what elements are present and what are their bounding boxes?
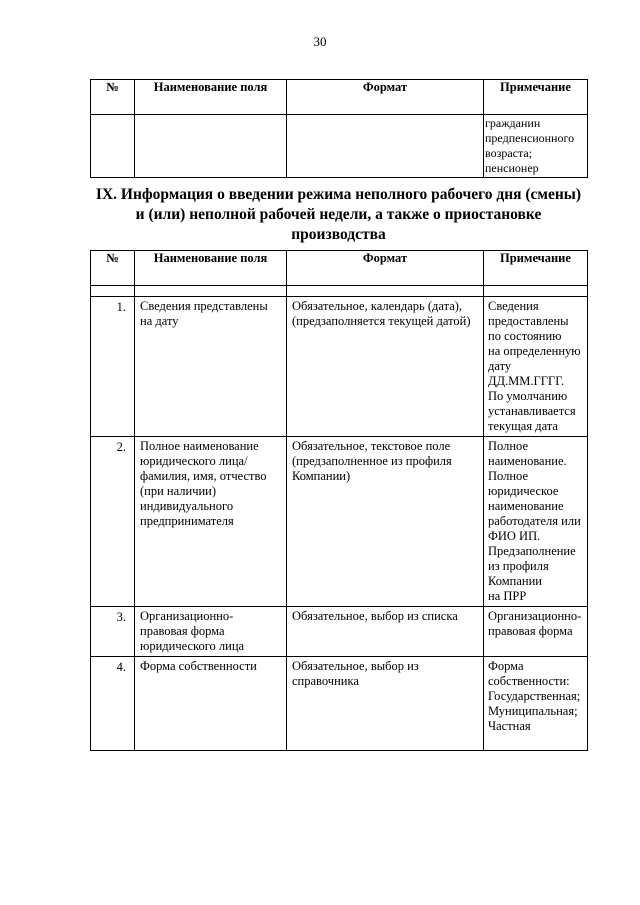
row-note: Форма собственности: Государственная; Муниципальная; Частная — [484, 657, 588, 751]
header-field-name: Наименование поля — [135, 80, 287, 115]
table-main — [90, 250, 588, 751]
header-field-name: Наименование поля — [135, 251, 287, 286]
row-number: 2. — [91, 437, 135, 607]
table-header-row — [91, 80, 588, 115]
table-row — [91, 657, 588, 751]
table-continuation — [90, 79, 588, 178]
spacer-cell — [91, 286, 135, 297]
row-format: Обязательное, выбор из списка — [287, 607, 484, 657]
row-field-name: Форма собственности — [135, 657, 287, 751]
row-note: Полное наименование. Полное юридическое наименование работодателя или ФИО ИП. Предзаполнение из профиля Компании на ПРР — [484, 437, 588, 607]
header-number: № — [91, 80, 135, 115]
spacer-cell — [484, 286, 588, 297]
row-note: гражданин предпенсионного возраста; пенсионер — [484, 115, 588, 178]
row-number: 1. — [91, 297, 135, 437]
table-row — [91, 297, 588, 437]
spacer-cell — [287, 286, 484, 297]
header-format: Формат — [287, 251, 484, 286]
row-number: 3. — [91, 607, 135, 657]
row-format: Обязательное, календарь (дата), (предзаполняется текущей датой) — [287, 297, 484, 437]
row-field-name: Организационно- правовая форма юридического лица — [135, 607, 287, 657]
table-row — [91, 437, 588, 607]
spacer-cell — [135, 286, 287, 297]
section-title: IX. Информация о введении режима неполного рабочего дня (смены) и (или) неполной рабочей недели, а также о приостановке производства — [95, 186, 582, 243]
row-number — [91, 115, 135, 178]
table-header-row — [91, 251, 588, 286]
row-format: Обязательное, выбор из справочника — [287, 657, 484, 751]
row-note: Сведения предоставлены по состоянию на определенную дату ДД.ММ.ГГГГ. По умолчанию устанавливается текущая дата — [484, 297, 588, 437]
header-format: Формат — [287, 80, 484, 115]
row-field-name — [135, 115, 287, 178]
table-spacer-row — [91, 286, 588, 297]
header-note: Примечание — [484, 251, 588, 286]
row-format — [287, 115, 484, 178]
row-note: Организационно- правовая форма — [484, 607, 588, 657]
page-number: 30 — [313, 34, 327, 49]
table-row — [91, 607, 588, 657]
table-row — [91, 115, 588, 178]
header-number: № — [91, 251, 135, 286]
header-note: Примечание — [484, 80, 588, 115]
row-format: Обязательное, текстовое поле (предзаполненное из профиля Компании) — [287, 437, 484, 607]
row-field-name: Полное наименование юридического лица/ фамилия, имя, отчество (при наличии) индивидуального предпринимателя — [135, 437, 287, 607]
row-number: 4. — [91, 657, 135, 751]
row-field-name: Сведения представлены на дату — [135, 297, 287, 437]
